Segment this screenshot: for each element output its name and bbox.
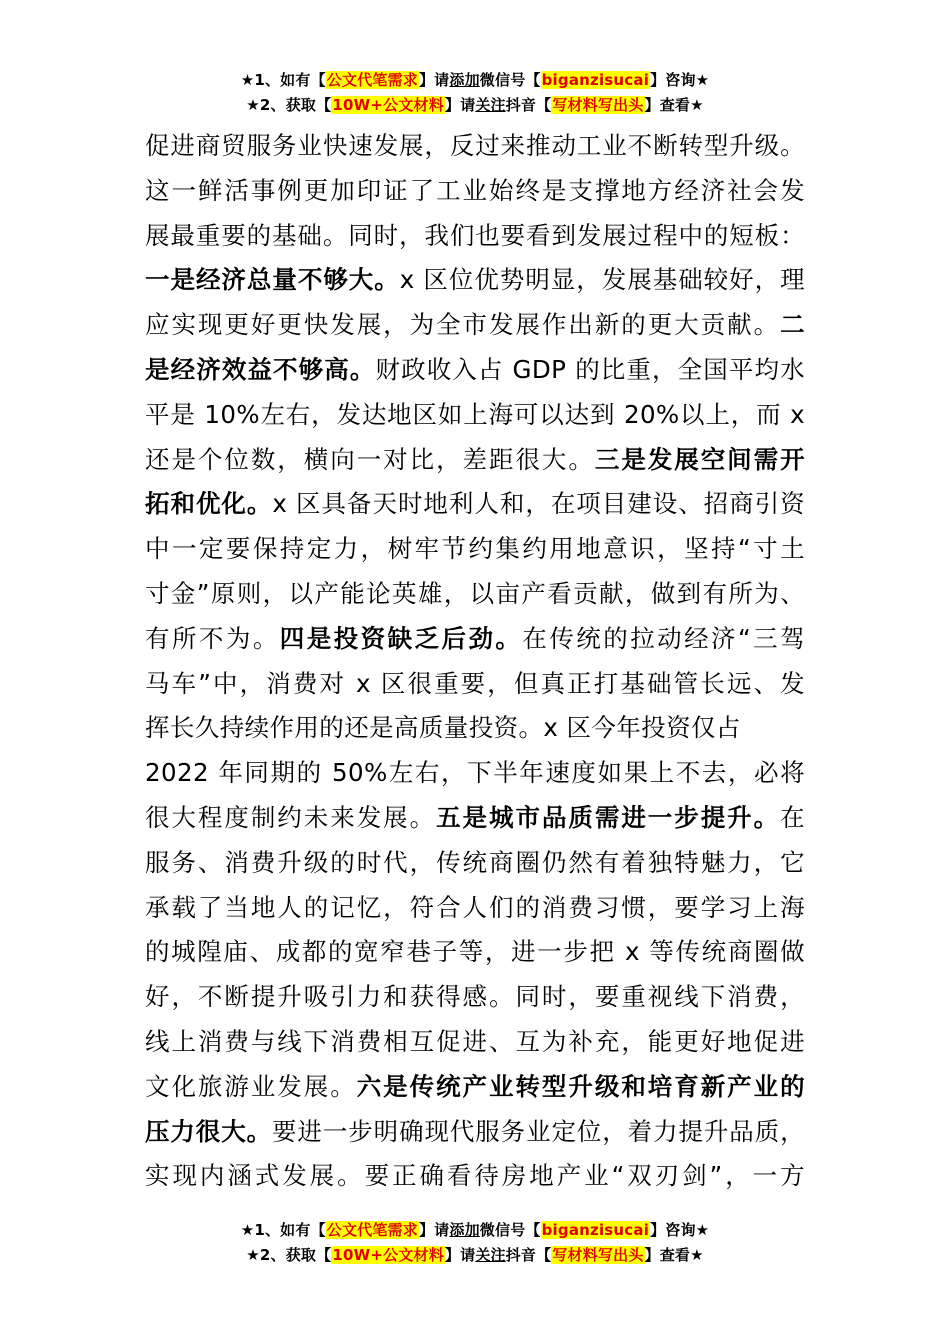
body-text: 展最重要的基础。同时，我们也要看到发展过程中的短板： [145, 220, 805, 250]
banner-line-2 [0, 1243, 950, 1268]
document-body [145, 124, 805, 1199]
banner-underlined-text: 添加 [449, 71, 480, 89]
body-line [145, 214, 805, 259]
banner-text: 】查看★ [644, 96, 704, 114]
body-text: 促进商贸服务业快速发展，反过来推动工业不断转型升级。 [145, 131, 805, 160]
banner-highlight: 公文代笔需求 [326, 71, 418, 89]
body-line [145, 438, 805, 483]
bold-heading-text: 五是城市品质需进一步提升。 [436, 802, 781, 832]
body-line [145, 482, 805, 527]
body-line [145, 124, 805, 169]
banner-text: ★1、如有【 [240, 1221, 326, 1239]
body-text: 马车”中，消费对 x 区很重要，但真正打基础管长远、发 [145, 668, 805, 698]
body-line [145, 975, 805, 1020]
footer-banner [0, 1218, 950, 1268]
banner-text: 】咨询★ [650, 1221, 710, 1239]
body-text: 还是个位数，横向一对比，差距很大。 [145, 444, 595, 474]
banner-underlined-text: 添加 [449, 1221, 480, 1239]
body-text: x 区具备天时地利人和，在项目建设、招商引资 [272, 489, 806, 519]
banner-text: 抖音【 [505, 1246, 552, 1264]
body-line [145, 662, 805, 707]
banner-text: 微信号【 [479, 1221, 541, 1239]
banner-highlight: biganzisucai [541, 71, 650, 89]
bold-heading-text: 二 [780, 310, 805, 340]
body-line [145, 617, 805, 662]
banner-line-2 [0, 93, 950, 118]
body-text: 文化旅游业发展。 [145, 1071, 357, 1101]
bold-heading-text: 拓和优化。 [145, 489, 273, 519]
banner-highlight: 写材料写出头 [552, 96, 644, 114]
body-line [145, 886, 805, 931]
banner-highlight: 10W+公文材料 [332, 96, 444, 114]
body-text: 应实现更好更快发展，为全市发展作出新的更大贡献。 [145, 310, 781, 340]
body-line [145, 527, 805, 572]
body-text: 要进一步明确现代服务业定位，着力提升品质， [272, 1116, 806, 1146]
body-text: 的城隍庙、成都的宽窄巷子等，进一步把 x 等传统商圈做 [145, 937, 805, 967]
bold-heading-text: 是经济效益不够高。 [145, 354, 376, 384]
body-line [145, 1065, 805, 1110]
body-line [145, 1154, 805, 1199]
body-line [145, 572, 805, 617]
body-line [145, 930, 805, 975]
body-line [145, 303, 805, 348]
body-text: 在 [780, 802, 806, 832]
body-text: 平是 10%左右，发达地区如上海可以达到 20%以上，而 x [145, 399, 805, 429]
body-text: 线上消费与线下消费相互促进、互为补充，能更好地促进 [145, 1026, 805, 1056]
body-line [145, 1110, 805, 1155]
banner-text: 微信号【 [479, 71, 541, 89]
banner-highlight: 写材料写出头 [552, 1246, 644, 1264]
body-text: 很大程度制约未来发展。 [145, 802, 437, 832]
bold-heading-text: 一是经济总量不够大。 [145, 265, 400, 295]
banner-text: 】咨询★ [650, 71, 710, 89]
banner-text: ★2、获取【 [246, 1246, 332, 1264]
body-text: 挥长久持续作用的还是高质量投资。x 区今年投资仅占 [145, 713, 741, 743]
body-text: x 区位优势明显，发展基础较好，理 [399, 265, 805, 295]
body-line [145, 751, 805, 796]
banner-text: 抖音【 [505, 96, 552, 114]
header-banner [0, 68, 950, 118]
banner-text: ★2、获取【 [246, 96, 332, 114]
body-text: 这一鲜活事例更加印证了工业始终是支撑地方经济社会发 [145, 175, 805, 205]
banner-text: 】请 [418, 71, 450, 89]
body-text: 好，不断提升吸引力和获得感。同时，要重视线下消费， [145, 982, 805, 1012]
bold-heading-text: 四是投资缺乏后劲。 [279, 623, 523, 653]
banner-highlight: biganzisucai [541, 1221, 650, 1239]
bold-heading-text: 六是传统产业转型升级和培育新产业的 [356, 1071, 805, 1101]
banner-line-1 [0, 1218, 950, 1243]
banner-highlight: 公文代笔需求 [326, 1221, 418, 1239]
body-text: 实现内涵式发展。要正确看待房地产业“双刃剑”，一方 [145, 1161, 805, 1191]
body-line [145, 169, 805, 214]
bold-heading-text: 三是发展空间需开 [594, 444, 805, 474]
banner-underlined-text: 关注 [475, 96, 506, 114]
body-line [145, 706, 805, 751]
body-text: 寸金”原则，以产能论英雄，以亩产看贡献，做到有所为、 [145, 578, 805, 608]
body-text: 财政收入占 GDP 的比重，全国平均水 [375, 354, 805, 384]
body-text: 服务、消费升级的时代，传统商圈仍然有着独特魅力，它 [145, 847, 805, 877]
banner-text: 】查看★ [644, 1246, 704, 1264]
body-text: 2022 年同期的 50%左右，下半年速度如果上不去，必将 [145, 758, 805, 788]
banner-text: 】请 [444, 96, 476, 114]
body-line [145, 1020, 805, 1065]
body-line [145, 841, 805, 886]
banner-underlined-text: 关注 [475, 1246, 506, 1264]
body-line [145, 258, 805, 303]
banner-line-1 [0, 68, 950, 93]
banner-highlight: 10W+公文材料 [332, 1246, 444, 1264]
body-line [145, 393, 805, 438]
banner-text: 】请 [444, 1246, 476, 1264]
bold-heading-text: 压力很大。 [145, 1116, 273, 1146]
body-line [145, 348, 805, 393]
body-text: 在传统的拉动经济“三驾 [522, 623, 806, 653]
body-line [145, 796, 805, 841]
body-text: 有所不为。 [145, 623, 280, 653]
body-text: 承载了当地人的记忆，符合人们的消费习惯，要学习上海 [145, 892, 805, 922]
banner-text: ★1、如有【 [240, 71, 326, 89]
banner-text: 】请 [418, 1221, 450, 1239]
body-text: 中一定要保持定力，树牢节约集约用地意识，坚持“寸土 [145, 534, 805, 564]
